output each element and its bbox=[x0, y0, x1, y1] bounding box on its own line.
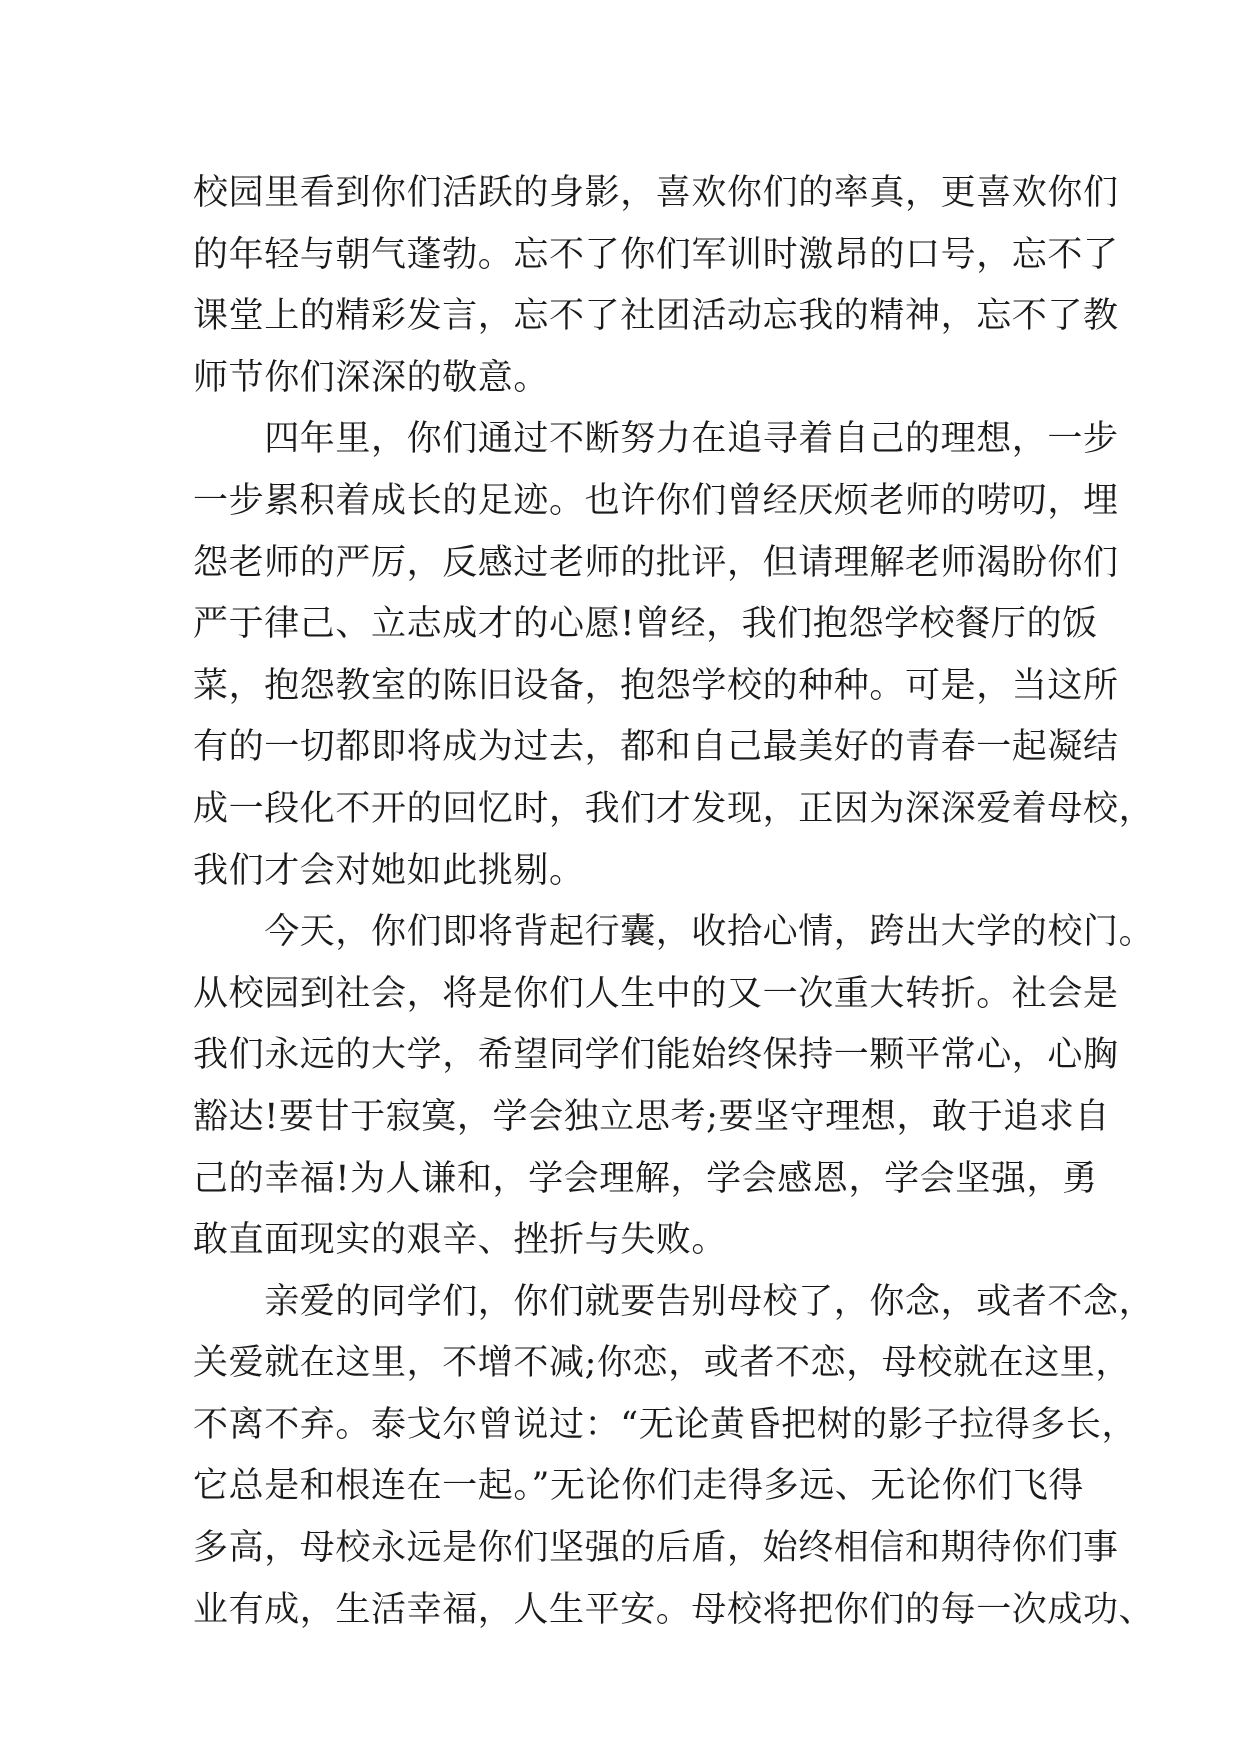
text-line: 校园里看到你们活跃的身影，喜欢你们的率真，更喜欢你们 bbox=[193, 173, 1119, 213]
text-line: 豁达!要甘于寂寞，学会独立思考;要坚守理想，敢于追求自 bbox=[193, 1096, 1111, 1137]
text-line: 我们永远的大学，希望同学们能始终保持一颗平常心，心胸 bbox=[193, 1035, 1119, 1076]
text-line: 我们才会对她如此挑剔。 bbox=[193, 850, 585, 891]
text-line: 严于律己、立志成才的心愿!曾经，我们抱怨学校餐厅的饭 bbox=[193, 604, 1098, 645]
text-line: 今天，你们即将背起行囊，收拾心情，跨出大学的校门。 bbox=[193, 912, 1155, 953]
text-line: 不离不弃。泰戈尔曾说过：“无论黄昏把树的影子拉得多长， bbox=[193, 1404, 1138, 1445]
paragraph-4 bbox=[193, 1272, 1155, 1642]
text-line: 师节你们深深的敬意。 bbox=[193, 357, 550, 398]
paragraph-1 bbox=[193, 163, 1119, 409]
text-line: 有的一切都即将成为过去，都和自己最美好的青春一起凝结 bbox=[193, 727, 1119, 768]
text-line: 课堂上的精彩发言，忘不了社团活动忘我的精神，忘不了教 bbox=[193, 296, 1119, 337]
text-line: 关爱就在这里，不增不减;你恋，或者不恋，母校就在这里， bbox=[193, 1343, 1131, 1384]
text-line: 亲爱的同学们，你们就要告别母校了，你念，或者不念， bbox=[193, 1281, 1155, 1322]
paragraph-2 bbox=[193, 409, 1155, 902]
text-line: 从校园到社会，将是你们人生中的又一次重大转折。社会是 bbox=[193, 973, 1119, 1014]
body-text bbox=[193, 163, 1155, 1641]
text-line: 怨老师的严厉，反感过老师的批评，但请理解老师渴盼你们 bbox=[193, 542, 1119, 583]
text-line: 四年里，你们通过不断努力在追寻着自己的理想，一步 bbox=[193, 419, 1119, 460]
paragraph-3 bbox=[193, 902, 1155, 1272]
text-line: 业有成，生活幸福，人生平安。母校将把你们的每一次成功、 bbox=[193, 1589, 1155, 1630]
text-line: 多高，母校永远是你们坚强的后盾，始终相信和期待你们事 bbox=[193, 1528, 1119, 1569]
text-line: 己的幸福!为人谦和，学会理解，学会感恩，学会坚强，勇 bbox=[193, 1158, 1098, 1199]
text-line: 的年轻与朝气蓬勃。忘不了你们军训时激昂的口号，忘不了 bbox=[193, 234, 1119, 275]
text-line: 菜，抱怨教室的陈旧设备，抱怨学校的种种。可是，当这所 bbox=[193, 665, 1119, 706]
text-line: 它总是和根连在一起。”无论你们走得多远、无论你们飞得 bbox=[193, 1466, 1084, 1507]
text-line: 一步累积着成长的足迹。也许你们曾经厌烦老师的唠叨，埋 bbox=[193, 480, 1119, 521]
text-line: 成一段化不开的回忆时，我们才发现，正因为深深爱着母校， bbox=[193, 788, 1155, 829]
text-line: 敢直面现实的艰辛、挫折与失败。 bbox=[193, 1220, 728, 1261]
